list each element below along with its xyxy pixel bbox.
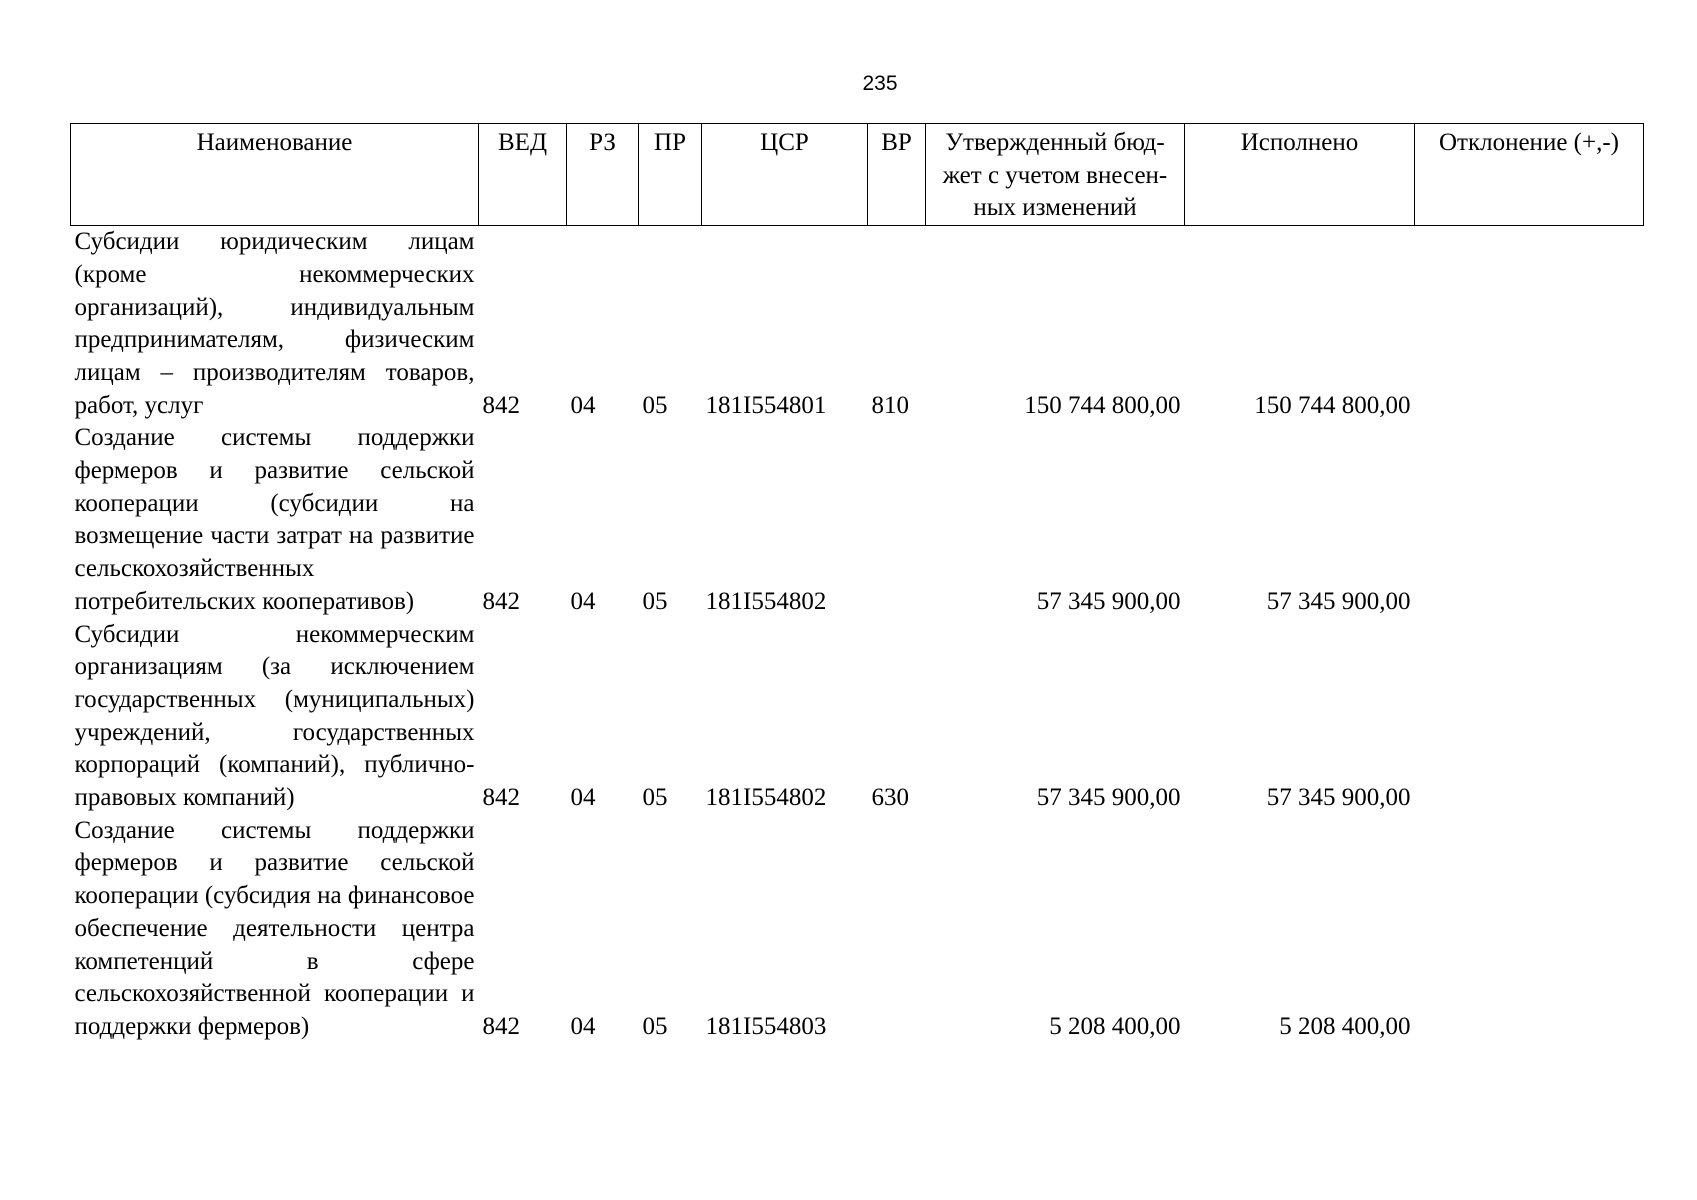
row-rz: 04 [570,587,596,615]
header-approved: Утвержденный бюд-жет с учетом внесен-ных изменений [926,124,1185,226]
row-deviation [1415,226,1644,423]
row-ved: 842 [482,1012,520,1040]
row-pr: 05 [642,784,668,812]
row-deviation [1415,422,1644,618]
row-executed: 5 208 400,00 [1279,1012,1411,1040]
row-name: Субсидии некоммерческим организациям (за исключением государственных (муниципальных) учреждений, государственных корпораций (компаний), публично-правовых компаний) [74,620,475,812]
row-deviation [1415,619,1644,815]
row-pr: 05 [642,1012,668,1040]
row-executed: 57 345 900,00 [1266,587,1411,615]
row-pr: 05 [642,391,668,419]
row-vr: 630 [871,784,909,812]
header-deviation: Отклонение (+,-) [1415,124,1644,226]
row-csr: 181I554802 [705,784,827,812]
row-approved: 57 345 900,00 [1036,587,1181,615]
row-ved: 842 [482,784,520,812]
row-pr: 05 [642,587,668,615]
table-header-row [71,124,1644,226]
row-name: Создание системы поддержки фермеров и развитие сельской кооперации (субсидии на возмещение части затрат на развитие сельскохозяйственных потребительских кооперативов) [74,424,475,615]
row-csr: 181I554802 [705,587,827,615]
row-approved: 5 208 400,00 [1049,1012,1181,1040]
row-name: Создание системы поддержки фермеров и развитие сельской кооперации (субсидия на финансовое обеспечение деятельности центра компетенций в сфере сельскохозяйственной кооперации и поддержки фермеров) [74,816,475,1040]
page-number: 235 [862,72,898,95]
row-ved: 842 [482,587,520,615]
header-pr: ПР [639,124,702,226]
row-executed: 150 744 800,00 [1254,391,1411,419]
header-executed: Исполнено [1185,124,1415,226]
row-csr: 181I554803 [705,1012,827,1040]
row-vr [868,422,926,618]
header-ved: ВЕД [479,124,567,226]
table-row [71,815,1644,1044]
row-rz: 04 [570,391,596,419]
header-csr: ЦСР [702,124,868,226]
row-csr: 181I554801 [705,391,827,419]
header-name: Наименование [71,124,479,226]
row-approved: 57 345 900,00 [1036,784,1181,812]
table-row [71,226,1644,423]
table-row [71,619,1644,815]
header-rz: РЗ [567,124,639,226]
row-name: Субсидии юридическим лицам (кроме некоммерческих организаций), индивидуальным предпринимателям, физическим лицам – производителям товаров, работ, услуг [74,228,475,419]
row-rz: 04 [570,784,596,812]
header-vr: ВР [868,124,926,226]
row-ved: 842 [482,391,520,419]
row-vr [868,815,926,1044]
row-vr: 810 [871,391,909,419]
row-executed: 57 345 900,00 [1266,784,1411,812]
table-row [71,422,1644,618]
row-approved: 150 744 800,00 [1024,391,1181,419]
row-deviation [1415,815,1644,1044]
row-rz: 04 [570,1012,596,1040]
budget-table [70,123,1644,1044]
